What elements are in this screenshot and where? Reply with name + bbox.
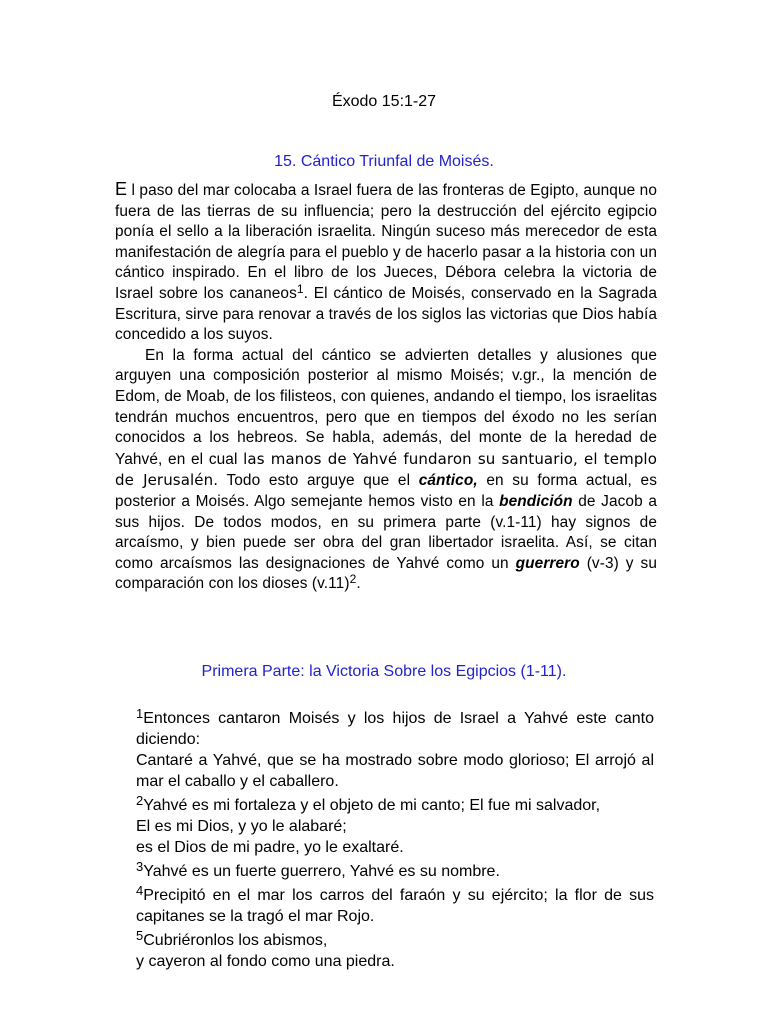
verse-line: Yahvé es un fuerte guerrero, Yahvé es su nombre. bbox=[143, 863, 500, 880]
paragraph-2-italic-cantico: cántico, bbox=[418, 472, 478, 490]
paragraph-1 bbox=[115, 179, 657, 346]
verses bbox=[136, 708, 654, 972]
footnote-marker-1[interactable]: 1 bbox=[296, 281, 304, 296]
verse-number: 4 bbox=[136, 883, 144, 898]
verse-4 bbox=[136, 885, 654, 927]
verse-1 bbox=[136, 708, 654, 750]
verse-number: 5 bbox=[136, 928, 144, 943]
paragraph-2-italic-bendicion: bendición bbox=[499, 492, 573, 510]
subheading: Primera Parte: la Victoria Sobre los Egipcios (1-11). bbox=[201, 663, 567, 680]
paragraph-2-text-end: . bbox=[356, 575, 361, 593]
page-title: Éxodo 15:1-27 bbox=[331, 93, 437, 110]
verse-line: Cantaré a Yahvé, que se ha mostrado sobre modo glorioso; El arrojó al mar el caballo y el caballero. bbox=[136, 752, 654, 790]
verse-2 bbox=[136, 795, 654, 816]
paragraph-2 bbox=[115, 346, 657, 595]
footnote-marker-2[interactable]: 2 bbox=[349, 572, 357, 587]
body-text bbox=[115, 179, 657, 595]
verse-line: y cayeron al fondo como una piedra. bbox=[136, 953, 395, 970]
verse-3 bbox=[136, 861, 654, 882]
verse-number: 2 bbox=[136, 793, 144, 808]
verse-line: es el Dios de mi padre, yo le exaltaré. bbox=[136, 839, 404, 856]
verse-number: 3 bbox=[136, 859, 144, 874]
paragraph-2-text-c: en su forma actual, es posterior a Moisés. Algo semejante hemos visto en la bbox=[115, 472, 658, 510]
verse-5-line-2 bbox=[136, 951, 654, 972]
verse-line: Cubriéronlos los abismos, bbox=[143, 932, 328, 949]
drop-letter: E bbox=[115, 179, 128, 199]
paragraph-2-text-d: de Jacob a sus hijos. De todos modos, en su primera parte (v.1-11) hay signos de arcaísmo, y bien puede ser obra del gran libertador israelita. Así, se citan como arcaísmos las designaciones de Yahvé como un bbox=[115, 492, 657, 572]
paragraph-2-italic-guerrero: guerrero bbox=[515, 554, 580, 572]
paragraph-2-text-a: En la forma actual del cántico se advierten detalles y alusiones que arguyen una composición posterior al mismo Moisés; v.gr., la mención de Edom, de Moab, de los filisteos, con quienes, andando el tiempo, los israelitas tendrán muchos encuentros, pero que en tiempos del éxodo no les serían conocidos a los hebreos. Se habla, además, del monte de la heredad de Yahvé, en el cual bbox=[115, 346, 657, 468]
verse-line: El es mi Dios, y yo le alabaré; bbox=[136, 818, 347, 835]
paragraph-1-text-after: . El cántico de Moisés, conservado en la Sagrada Escritura, sirve para renovar a través de los siglos las victorias que Dios había concedido a los suyos. bbox=[115, 284, 658, 344]
section-heading: 15. Cántico Triunfal de Moisés. bbox=[274, 153, 494, 170]
verse-5 bbox=[136, 930, 654, 951]
paragraph-2-text-b: Todo esto arguye que el bbox=[218, 472, 419, 490]
paragraph-2-text-e: (v-3) y su comparación con los dioses (v.11) bbox=[115, 554, 658, 593]
verse-2-line-3 bbox=[136, 837, 654, 858]
verse-line: Precipitó en el mar los carros del faraón y su ejército; la flor de sus capitanes se la tragó el mar Rojo. bbox=[136, 887, 654, 925]
verse-2-line-2 bbox=[136, 816, 654, 837]
paragraph-2-highlight: las manos de Yahvé fundaron su santuario, el templo de Jerusalén. bbox=[115, 449, 657, 490]
paragraph-1-text: l paso del mar colocaba a Israel fuera de las fronteras de Egipto, aunque no fuera de las tierras de su influencia; pero la destrucción del ejército egipcio ponía el sello a la liberación israelita. Ningún suceso más merecedor de esta manifestación de alegría para el pueblo y de hacerlo pasar a la historia con un cántico inspirado. En el libro de los Jueces, Débora celebra la victoria de Israel sobre los cananeos bbox=[115, 182, 657, 302]
verse-line: Yahvé es mi fortaleza y el objeto de mi canto; El fue mi salvador, bbox=[143, 797, 601, 814]
verse-line: Entonces cantaron Moisés y los hijos de Israel a Yahvé este canto diciendo: bbox=[136, 710, 654, 748]
verse-1-line-2 bbox=[136, 750, 654, 792]
verse-number: 1 bbox=[136, 706, 144, 721]
